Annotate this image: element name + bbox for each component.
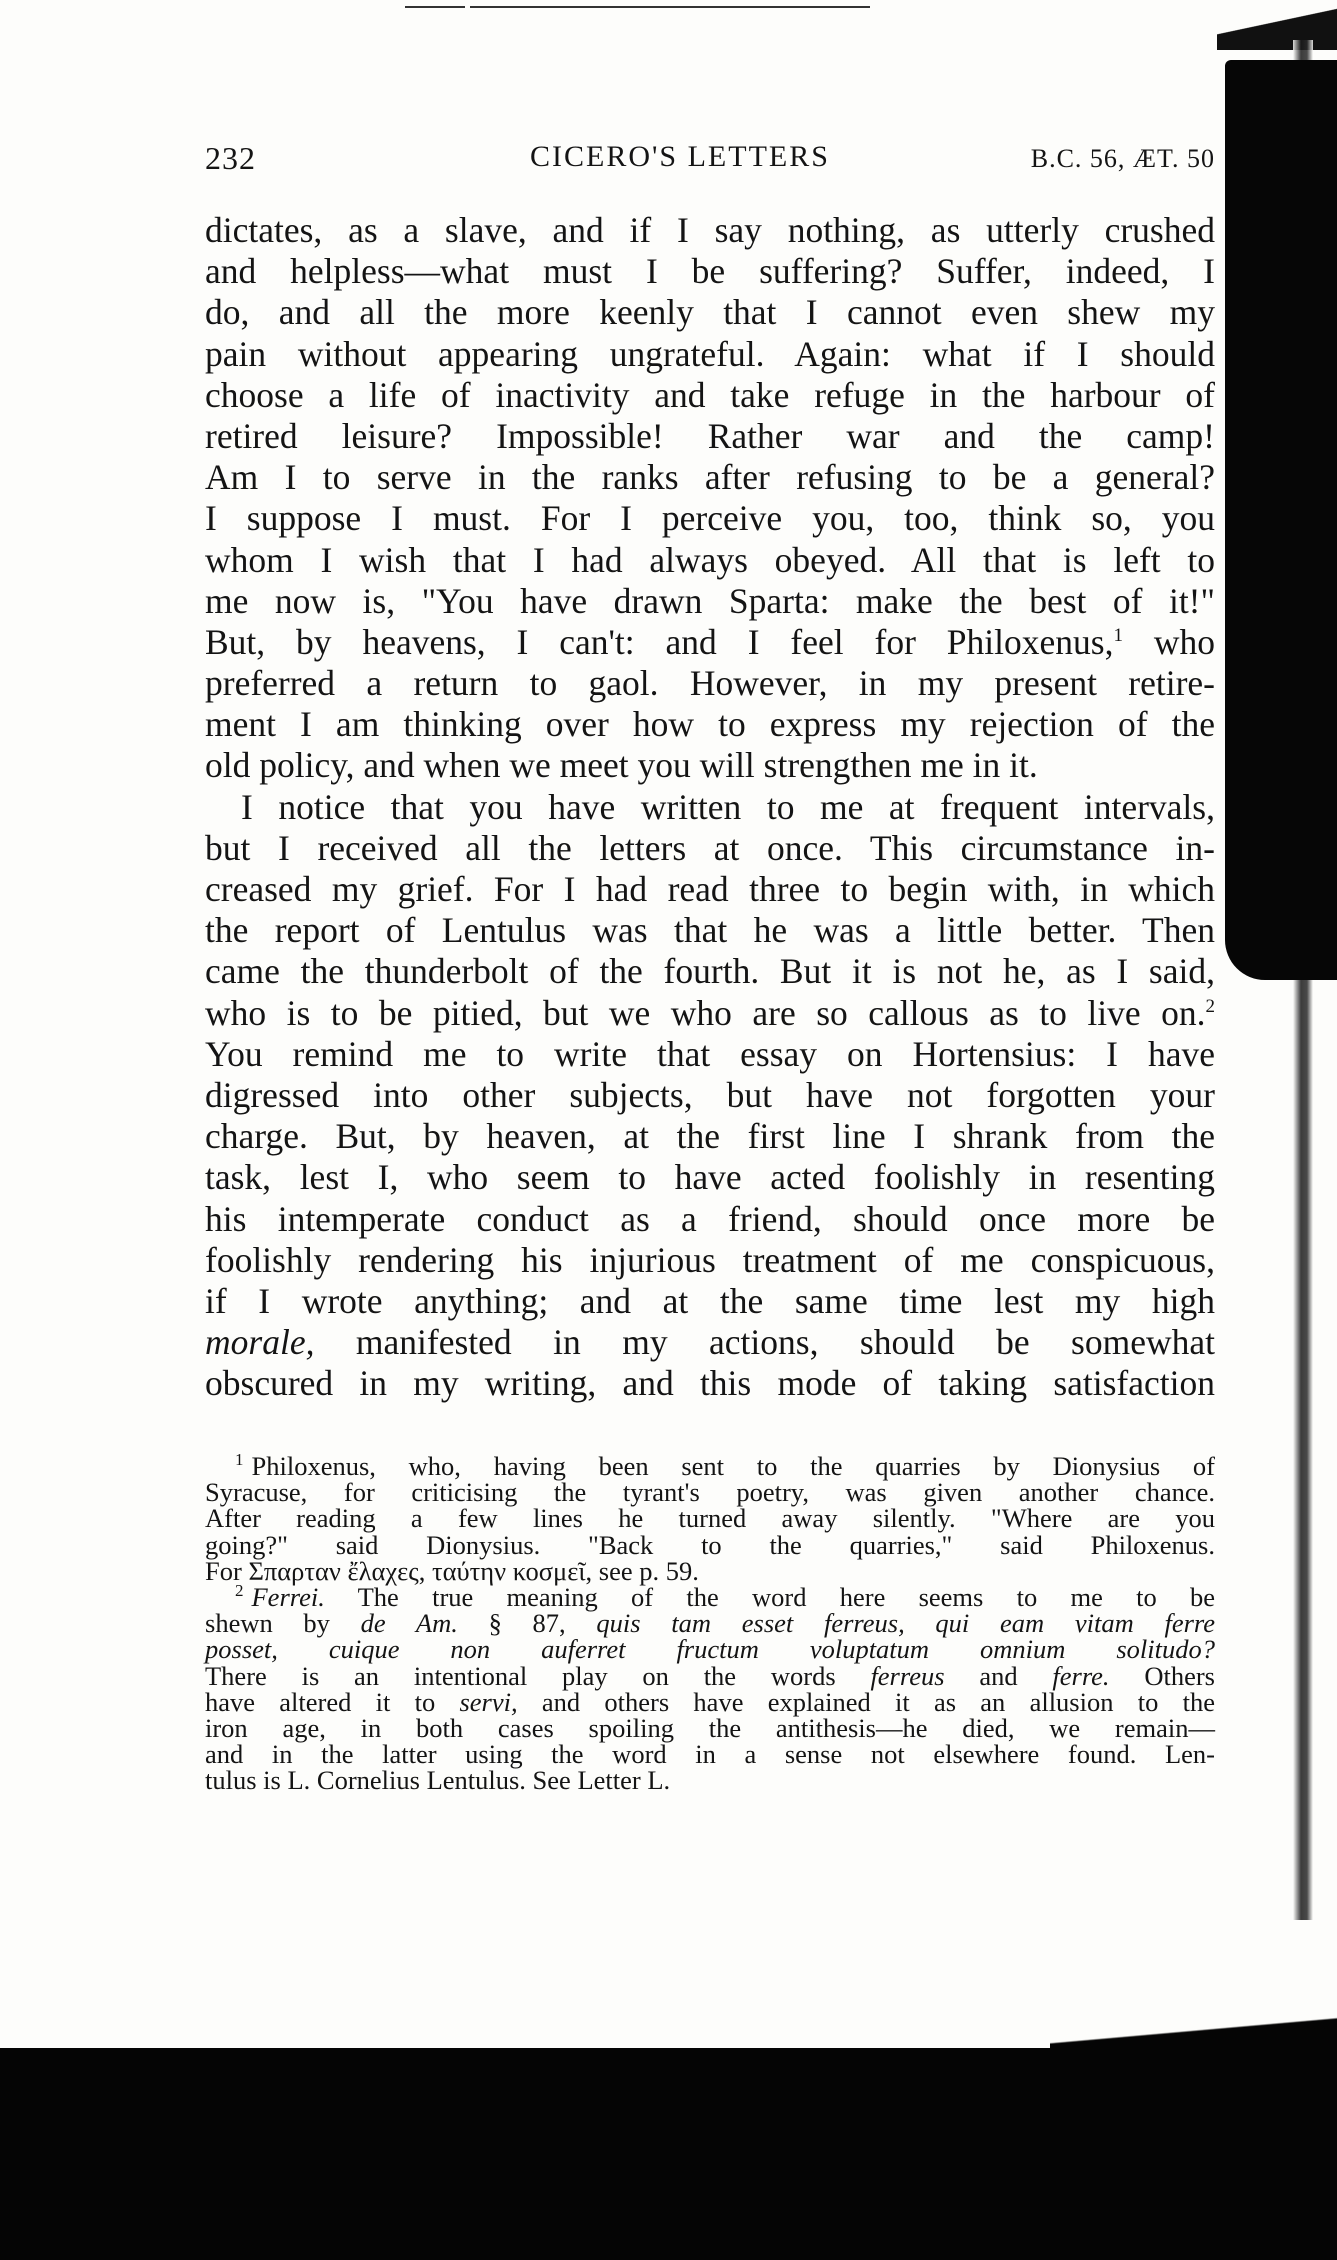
footnote-number: 2 [235, 1581, 244, 1601]
text-line: task, lest I, who seem to have acted foolishly in resenting [205, 1157, 1215, 1198]
footnote-text: have altered it to [205, 1686, 460, 1717]
footnote-italic: de Am. [360, 1608, 458, 1639]
footnotes [205, 1450, 1215, 1796]
footnote-text: § 87, [457, 1608, 597, 1639]
footnote-line: After reading a few lines he turned away silently. "Where are you [205, 1503, 1215, 1534]
running-title: CICERO'S LETTERS [530, 140, 830, 173]
text-line: retired leisure? Impossible! Rather war and the camp! [205, 415, 1215, 456]
page-number: 232 [205, 140, 256, 176]
text-line: You remind me to write that essay on Hortensius: I have [205, 1033, 1215, 1074]
text-line: me now is, "You have drawn Sparta: make the best of it!" [205, 580, 1215, 621]
footnote-text: Others [1109, 1660, 1215, 1691]
text-line: his intemperate conduct as a friend, should once more be [205, 1198, 1215, 1239]
footnote-text: Philoxenus, who, having been sent to the quarries by Dionysius of [251, 1451, 1215, 1481]
scan-shadow-corner [1217, 0, 1337, 50]
footnote-italic: ferre. [1052, 1660, 1110, 1691]
text-line-part: who is to be pitied, but we who are so callous as to live on. [205, 992, 1206, 1033]
text-line: and helpless—what must I be suffering? Suffer, indeed, I [205, 251, 1215, 292]
footnote-text: and [944, 1660, 1053, 1691]
footnote-line [205, 1608, 1215, 1639]
footnote-italic: servi, [459, 1686, 518, 1717]
top-rule [470, 6, 870, 8]
footnote-line [205, 1450, 1215, 1481]
text-line: Am I to serve in the ranks after refusing to be a general? [205, 457, 1215, 498]
footnote-line [205, 1686, 1215, 1717]
footnote-line: For Σπαρταν ἔλαχες, ταύτην κοσμεῖ, see p. 59. [205, 1555, 699, 1586]
footnote-italic: ferreus [870, 1660, 945, 1691]
text-line: foolishly rendering his injurious treatment of me conspicuous, [205, 1239, 1215, 1280]
text-line: old policy, and when we meet you will strengthen me in it. [205, 745, 1038, 786]
footnote-line [205, 1634, 1215, 1665]
footnote-italic: Ferrei. [251, 1581, 325, 1612]
footnote-ref[interactable]: 2 [1205, 995, 1215, 1017]
text-line: charge. But, by heaven, at the first line I shrank from the [205, 1116, 1215, 1157]
footnote-text: There is an intentional play on the words [205, 1660, 871, 1691]
text-line: do, and all the more keenly that I cannot even shew my [205, 292, 1215, 333]
footnote-line [205, 1581, 1215, 1612]
footnote-italic: posset, cuique non auferret fructum voluptatum omnium solitudo? [205, 1634, 1215, 1665]
text-line-part: manifested in my actions, should be somewhat [314, 1322, 1215, 1363]
text-line [205, 1322, 1215, 1363]
running-date: B.C. 56, ÆT. 50 [1030, 144, 1215, 173]
footnote-text: and others have explained it as an allusion to the [517, 1686, 1215, 1717]
text-line: preferred a return to gaol. However, in my present retire- [205, 663, 1215, 704]
footnote-line: tulus is L. Cornelius Lentulus. See Letter L. [205, 1765, 671, 1796]
text-line-part: But, by heavens, I can't: and I feel for Philoxenus, [205, 621, 1114, 662]
text-line: the report of Lentulus was that he was a little better. Then [205, 910, 1215, 951]
top-rule [405, 6, 465, 8]
text-line: pain without appearing ungrateful. Again: what if I should [205, 333, 1215, 374]
footnote-line: Syracuse, for criticising the tyrant's poetry, was given another chance. [205, 1477, 1215, 1508]
main-text [205, 210, 1215, 1404]
footnote-line [205, 1660, 1215, 1691]
footnote-number: 1 [235, 1450, 244, 1470]
footnote-text: The true meaning of the word here seems to me to be [324, 1581, 1215, 1612]
text-line: I suppose I must. For I perceive you, too, think so, you [205, 498, 1215, 539]
italic-word: morale, [205, 1322, 315, 1363]
footnote-text: shewn by [205, 1608, 361, 1639]
text-line: whom I wish that I had always obeyed. All that is left to [205, 539, 1215, 580]
footnote-line: and in the latter using the word in a sense not elsewhere found. Len- [205, 1739, 1215, 1770]
text-line: dictates, as a slave, and if I say nothing, as utterly crushed [205, 210, 1215, 250]
text-line-part: who [1122, 621, 1215, 662]
running-head [205, 140, 1215, 180]
binding-shadow [1225, 60, 1337, 980]
scan-shadow-bottom [0, 2048, 1337, 2260]
text-line: but I received all the letters at once. This circumstance in- [205, 827, 1215, 868]
footnote-italic: quis tam esset ferreus, qui eam vitam ferre [596, 1608, 1215, 1639]
footnote-ref[interactable]: 1 [1113, 625, 1123, 647]
text-line: I notice that you have written to me at frequent intervals, [241, 786, 1215, 827]
text-line: creased my grief. For I had read three to begin with, in which [205, 869, 1215, 909]
text-line [205, 993, 1215, 1034]
text-line [205, 622, 1215, 663]
text-line: if I wrote anything; and at the same time lest my high [205, 1280, 1215, 1321]
text-line: choose a life of inactivity and take refuge in the harbour of [205, 374, 1215, 415]
footnote-line: iron age, in both cases spoiling the antithesis—he died, we remain— [205, 1712, 1215, 1743]
footnote-line: going?" said Dionysius. "Back to the quarries," said Philoxenus. [205, 1529, 1215, 1560]
text-line: obscured in my writing, and this mode of taking satisfaction [205, 1363, 1215, 1404]
text-line: came the thunderbolt of the fourth. But it is not he, as I said, [205, 951, 1215, 992]
text-line: digressed into other subjects, but have not forgotten your [205, 1074, 1215, 1115]
text-line: ment I am thinking over how to express my rejection of the [205, 704, 1215, 745]
